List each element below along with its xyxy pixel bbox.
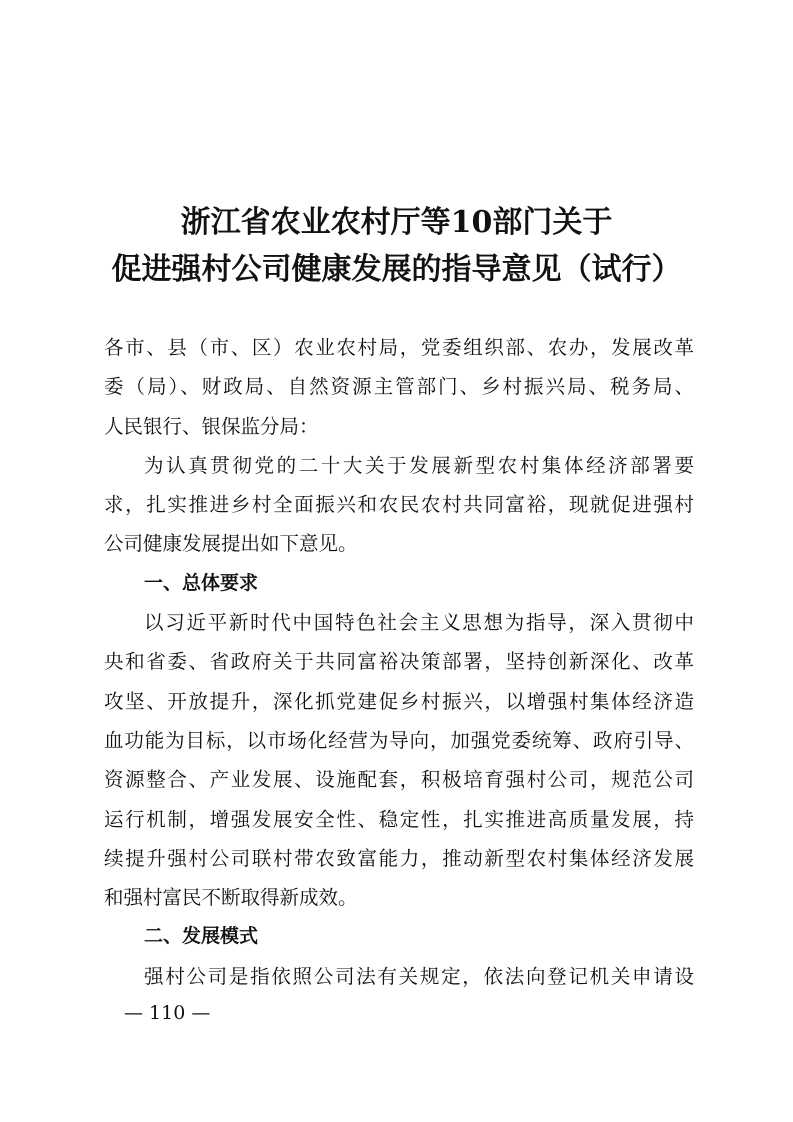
body-line: 血功能为目标，以市场化经营为导向，加强党委统筹、政府引导、 [104, 728, 694, 752]
body-line: 为认真贯彻党的二十大关于发展新型农村集体经济部署要 [144, 453, 694, 477]
body-line: 运行机制，增强发展安全性、稳定性，扎实推进高质量发展，持 [104, 807, 694, 831]
body-line: 央和省委、省政府关于共同富裕决策部署，坚持创新深化、改革 [104, 650, 694, 674]
section-heading: 二、发展模式 [144, 925, 259, 948]
body-line: 攻坚、开放提升，深化抓党建促乡村振兴，以增强村集体经济造 [104, 689, 694, 713]
body-line: 公司健康发展提出如下意见。 [104, 532, 358, 556]
document-title-line-2: 促进强村公司健康发展的指导意见（试行） [111, 252, 682, 287]
body-line: 和强村富民不断取得新成效。 [104, 886, 358, 910]
document-body [104, 328, 694, 996]
body-line: 委（局）、财政局、自然资源主管部门、乡村振兴局、税务局、 [104, 375, 694, 399]
body-line: 人民银行、银保监分局： [104, 414, 319, 438]
body-line: 以习近平新时代中国特色社会主义思想为指导，深入贯彻中 [144, 611, 694, 635]
page-number: — 110 — [124, 1002, 211, 1024]
document-title-line-1: 浙江省农业农村厅等10部门关于 [180, 205, 613, 240]
body-line: 求，扎实推进乡村全面振兴和农民农村共同富裕，现就促进强村 [104, 493, 694, 517]
section-heading: 一、总体要求 [144, 571, 259, 594]
body-line: 强村公司是指依照公司法有关规定，依法向登记机关申请设 [144, 964, 694, 988]
body-line: 续提升强村公司联村带农致富能力，推动新型农村集体经济发展 [104, 846, 694, 870]
body-line: 各市、县（市、区）农业农村局，党委组织部、农办，发展改革 [104, 336, 694, 359]
body-line: 资源整合、产业发展、设施配套，积极培育强村公司，规范公司 [104, 768, 694, 792]
